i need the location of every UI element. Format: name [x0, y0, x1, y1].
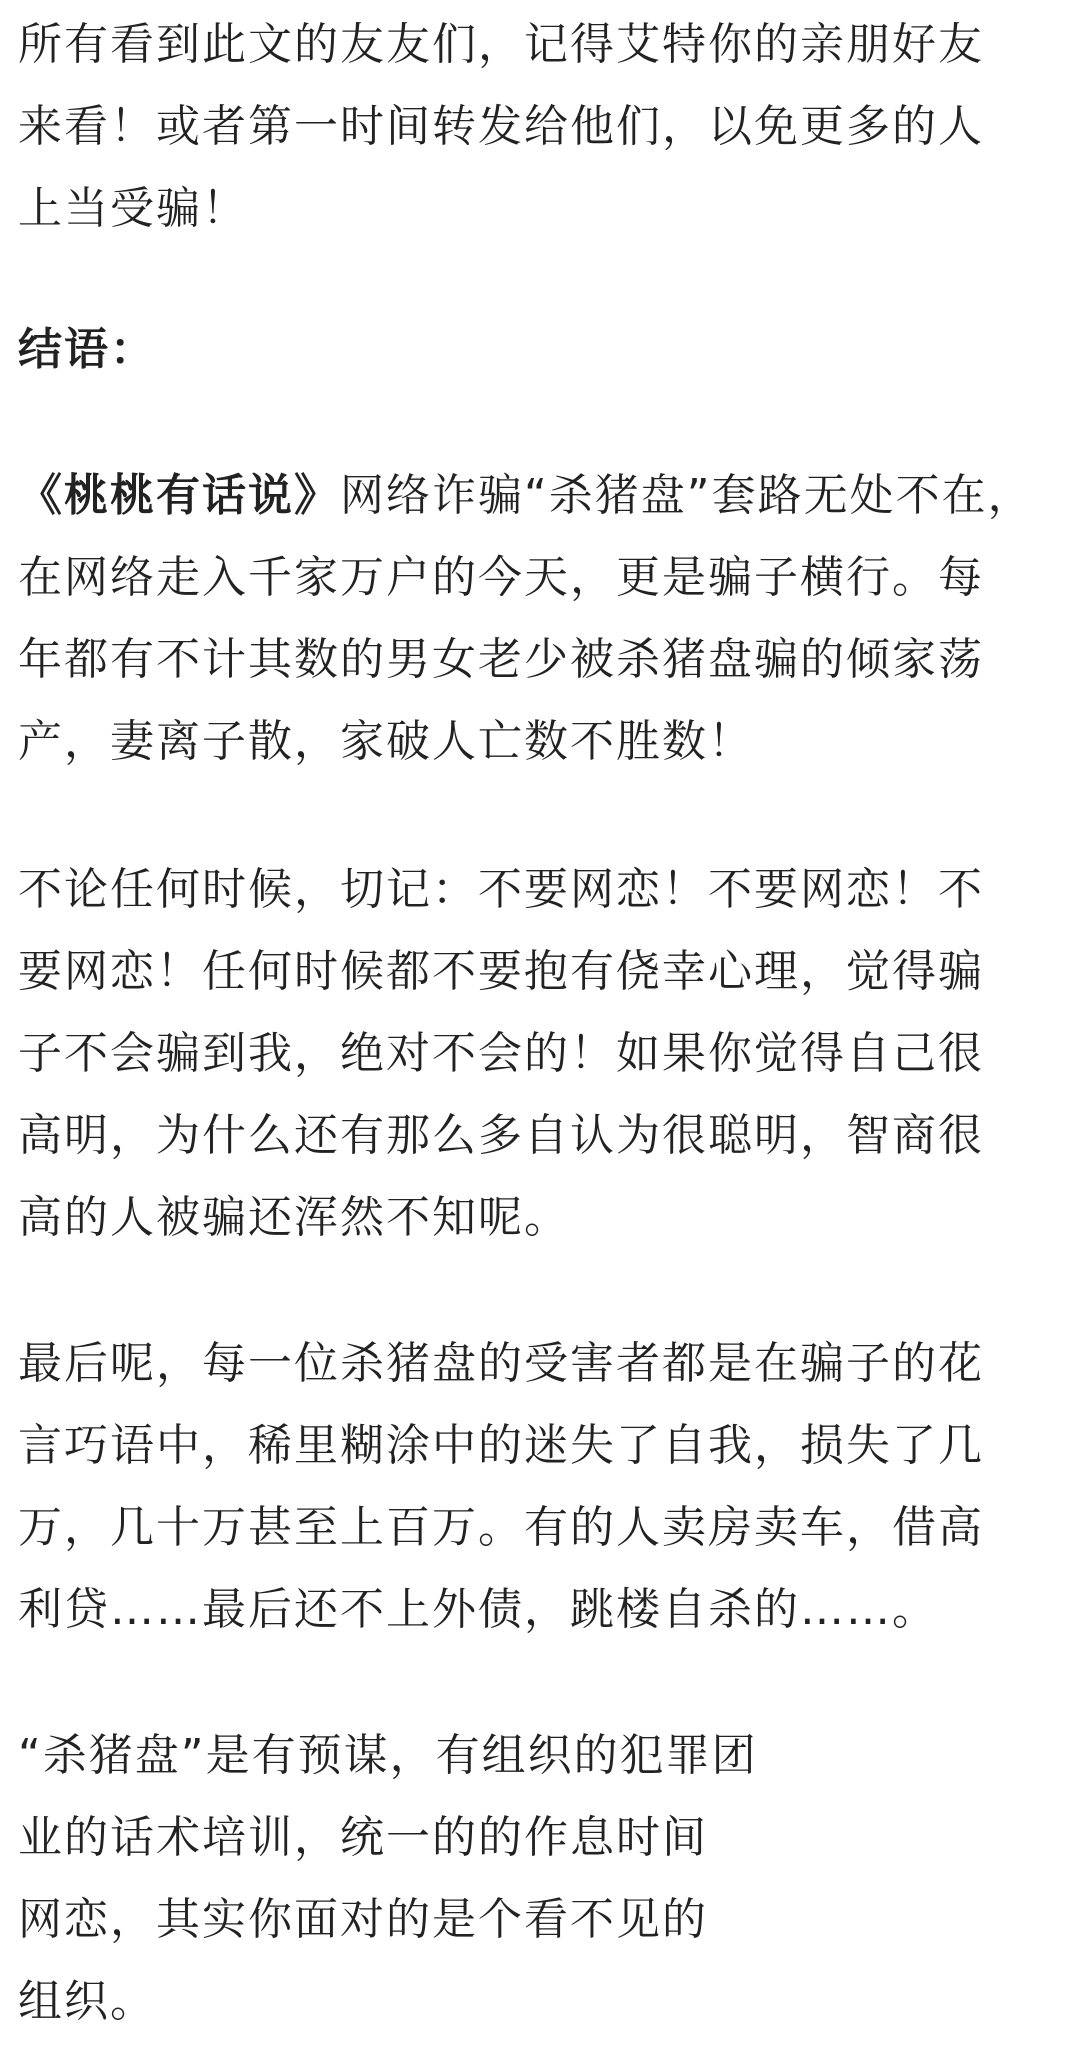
text-line: 子不会骗到我，绝对不会的！如果你觉得自己很 — [18, 1028, 984, 1079]
share-reminder-paragraph — [18, 4, 1062, 250]
text-line: 所有看到此文的友友们，记得艾特你的亲朋好友 — [18, 19, 984, 70]
organized-crime-paragraph — [18, 1715, 1062, 2043]
text-line: 言巧语中，稀里糊涂中的迷失了自我，损失了几 — [18, 1420, 984, 1471]
text-line: 在网络走入千家万户的今天，更是骗子横行。每 — [18, 552, 984, 603]
column-intro-paragraph — [18, 455, 1062, 783]
text-line — [18, 455, 1062, 537]
text-line: 不论任何时候，切记：不要网恋！不要网恋！不 — [18, 864, 984, 915]
text-line: 最后呢，每一位杀猪盘的受害者都是在骗子的花 — [18, 1338, 984, 1389]
text-line: 利贷……最后还不上外债，跳楼自杀的……。 — [18, 1584, 938, 1635]
text-line: “杀猪盘”是有预谋，有组织的犯罪团 — [18, 1730, 758, 1781]
column-title: 《桃桃有话说》 — [18, 470, 340, 521]
text-line: 组织。 — [18, 1976, 156, 2027]
text-line: 高的人被骗还浑然不知呢。 — [18, 1192, 570, 1243]
victims-paragraph — [18, 1323, 1062, 1651]
text-line-rest: 网络诈骗“杀猪盘”套路无处不在， — [340, 470, 1034, 521]
text-line: 网恋，其实你面对的是个看不见的 — [18, 1894, 708, 1945]
warning-paragraph — [18, 849, 1062, 1259]
text-line: 万，几十万甚至上百万。有的人卖房卖车，借高 — [18, 1502, 984, 1553]
text-line: 高明，为什么还有那么多自认为很聪明，智商很 — [18, 1110, 984, 1161]
conclusion-heading: 结语： — [18, 324, 156, 375]
text-line: 要网恋！任何时候都不要抱有侥幸心理，觉得骗 — [18, 946, 984, 997]
text-line: 业的话术培训，统一的的作息时间 — [18, 1812, 708, 1863]
text-line: 来看！或者第一时间转发给他们，以免更多的人 — [18, 101, 984, 152]
text-line: 产，妻离子散，家破人亡数不胜数！ — [18, 716, 754, 767]
text-line: 年都有不计其数的男女老少被杀猪盘骗的倾家荡 — [18, 634, 984, 685]
text-line: 上当受骗！ — [18, 183, 248, 234]
